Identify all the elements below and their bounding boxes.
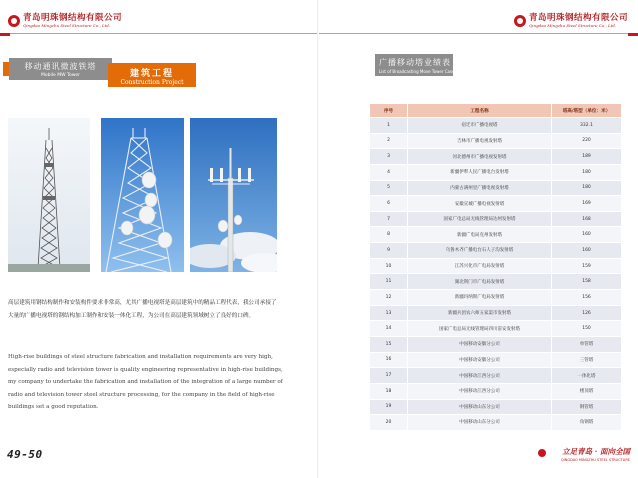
logo-name-en: Qingdao Mingzhu Steel Structure Co., Ltd.: [23, 22, 111, 28]
table-row: [370, 383, 622, 399]
cell-number: 2: [370, 133, 408, 149]
cell-number: 15: [370, 336, 408, 352]
table-row: [370, 321, 622, 337]
section-title-en: List of Broadcasting Move Tower Cases: [379, 69, 457, 74]
cell-height: 189: [552, 149, 622, 165]
header-accent-bar: [628, 33, 638, 36]
cell-height: 单管塔: [552, 336, 622, 352]
logo-name-cn: 青岛明珠钢结构有限公司: [23, 13, 123, 23]
tower-cases-table: [369, 103, 622, 431]
cell-height: 楼顶塔: [552, 383, 622, 399]
cell-height: 156: [552, 290, 622, 306]
cell-project: 吉林市广播电视发射塔: [408, 133, 552, 149]
cell-height: 158: [552, 274, 622, 290]
table-row: [370, 196, 622, 212]
cell-height: 126: [552, 305, 622, 321]
right-page: [319, 0, 638, 478]
cell-project: 国家广电总局无线管理局四川雷安发射塔: [408, 321, 552, 337]
logo-name-cn: 青岛明珠钢结构有限公司: [528, 13, 628, 23]
cell-number: 5: [370, 180, 408, 196]
cell-number: 17: [370, 368, 408, 384]
cell-number: 8: [370, 227, 408, 243]
company-logo: [514, 14, 628, 28]
table-row: [370, 352, 622, 368]
cell-number: 16: [370, 352, 408, 368]
cell-project: 河北德州市广播电视发射塔: [408, 149, 552, 165]
cell-project: 中国移动江西分公司: [408, 383, 552, 399]
header-rule: [0, 33, 319, 34]
column-header-height: 塔高/塔型（单位：米）: [552, 104, 622, 118]
cell-height: 角钢塔: [552, 415, 622, 431]
table-row: [370, 243, 622, 259]
cell-number: 9: [370, 243, 408, 259]
cell-project: 中国移动山东分公司: [408, 415, 552, 431]
slogan-cn: 立足青岛 · 面向全国: [562, 447, 630, 456]
header-rule: [319, 33, 638, 34]
cell-height: 钢管塔: [552, 399, 622, 415]
table-row: [370, 274, 622, 290]
logo-mark-icon: [8, 15, 20, 27]
table-row: [370, 368, 622, 384]
table-row: [370, 415, 622, 431]
cell-number: 18: [370, 383, 408, 399]
cell-number: 4: [370, 164, 408, 180]
cell-height: 220: [552, 133, 622, 149]
section-title-cn: 广播移动塔业绩表: [379, 58, 451, 67]
cell-height: 150: [552, 321, 622, 337]
section-label: [9, 58, 112, 80]
cell-height: 160: [552, 243, 622, 259]
cell-project: 中国移动安徽分公司: [408, 352, 552, 368]
logo-mark-icon: [514, 15, 526, 27]
lattice-tower-photo: [8, 118, 90, 272]
company-logo: [8, 14, 122, 28]
table-row: [370, 118, 622, 134]
cell-number: 12: [370, 290, 408, 306]
column-header-number: 序号: [370, 104, 408, 118]
table-header-row: [370, 104, 622, 118]
table-row: [370, 164, 622, 180]
table-row: [370, 399, 622, 415]
table-row: [370, 133, 622, 149]
category-label: [108, 63, 196, 87]
table-row: [370, 149, 622, 165]
table-row: [370, 211, 622, 227]
cell-number: 19: [370, 399, 408, 415]
table-row: [370, 227, 622, 243]
table-row: [370, 180, 622, 196]
cell-height: 332.1: [552, 118, 622, 134]
cell-number: 1: [370, 118, 408, 134]
cell-project: 中国移动江西分公司: [408, 368, 552, 384]
slogan-mark-icon: [538, 449, 546, 457]
category-title-cn: 建筑工程: [129, 69, 174, 79]
page-number: 49-50: [7, 448, 43, 461]
cell-number: 13: [370, 305, 408, 321]
cell-project: 新疆兵团农六师五家渠市发射塔: [408, 305, 552, 321]
microwave-tower-photo: [101, 118, 184, 272]
cell-height: 一体化塔: [552, 368, 622, 384]
slogan-en: QINGDAO MINGZHU STEEL STRUCTURE: [560, 458, 630, 462]
description-en: High-rise buildings of steel structure fabrication and installation requirements are very high, especially radio and television tower is quality engineering representative in high-rise buildings, my company to undertake the fabrication and installation of the integration of a large number of radio and television tower steel structure processing, for the company in the field of high-rise buildings set a good reputation.: [8, 354, 283, 410]
table-row: [370, 290, 622, 306]
cell-project: 内蒙古满州里广播电视发射塔: [408, 180, 552, 196]
table-row: [370, 305, 622, 321]
cell-project: 乌鲁木齐广播电台石人子沟发射塔: [408, 243, 552, 259]
cell-project: 国家广电总局无线管理局达州发射塔: [408, 211, 552, 227]
cell-height: 160: [552, 227, 622, 243]
cell-height: 169: [552, 196, 622, 212]
cell-project: 中国移动山东分公司: [408, 399, 552, 415]
cell-project: 新疆伊犁人民广播电台发射塔: [408, 164, 552, 180]
cell-number: 6: [370, 196, 408, 212]
description-cn: 高层建筑用钢结构制作和安装构件要求非常高，尤其广播电视塔是高层建筑中的精品工程代表，我公司承接了大量的广播电视塔的钢结构加工制作和安装一体化工程，为公司在高层建筑领域树立了良好的口碑。: [8, 300, 277, 319]
table-row: [370, 258, 622, 274]
cell-number: 11: [370, 274, 408, 290]
section-label: [375, 54, 457, 76]
cell-project: 江苏兴化市广电局发射塔: [408, 258, 552, 274]
cell-height: 180: [552, 180, 622, 196]
cell-number: 7: [370, 211, 408, 227]
cell-height: 三管塔: [552, 352, 622, 368]
column-header-project: 工程名称: [408, 104, 552, 118]
category-title-en: Construction Project: [120, 79, 184, 86]
cell-number: 10: [370, 258, 408, 274]
cell-project: 新疆玛纳斯广电局发射塔: [408, 290, 552, 306]
cell-height: 159: [552, 258, 622, 274]
table-body: [370, 118, 622, 431]
cell-height: 168: [552, 211, 622, 227]
cell-project: 湖北荆门市广电局发射塔: [408, 274, 552, 290]
cell-project: 新疆广电局克州发射塔: [408, 227, 552, 243]
cell-number: 20: [370, 415, 408, 431]
section-title-en: Mobile MW Tower: [41, 73, 80, 78]
section-title-cn: 移动通讯微波铁塔: [24, 62, 97, 71]
logo-name-en: Qingdao Mingzhu Steel Structure Co., Ltd.: [528, 22, 617, 28]
cell-project: 中国移动安徽分公司: [408, 336, 552, 352]
header-accent-bar: [0, 33, 10, 36]
cell-project: 宿迁市广播电视塔: [408, 118, 552, 134]
table-row: [370, 336, 622, 352]
footer-slogan: [561, 446, 630, 462]
cell-number: 14: [370, 321, 408, 337]
monopole-tower-photo: [190, 118, 277, 272]
cell-height: 180: [552, 164, 622, 180]
cell-number: 3: [370, 149, 408, 165]
cell-project: 安徽宣城广播电视发射塔: [408, 196, 552, 212]
